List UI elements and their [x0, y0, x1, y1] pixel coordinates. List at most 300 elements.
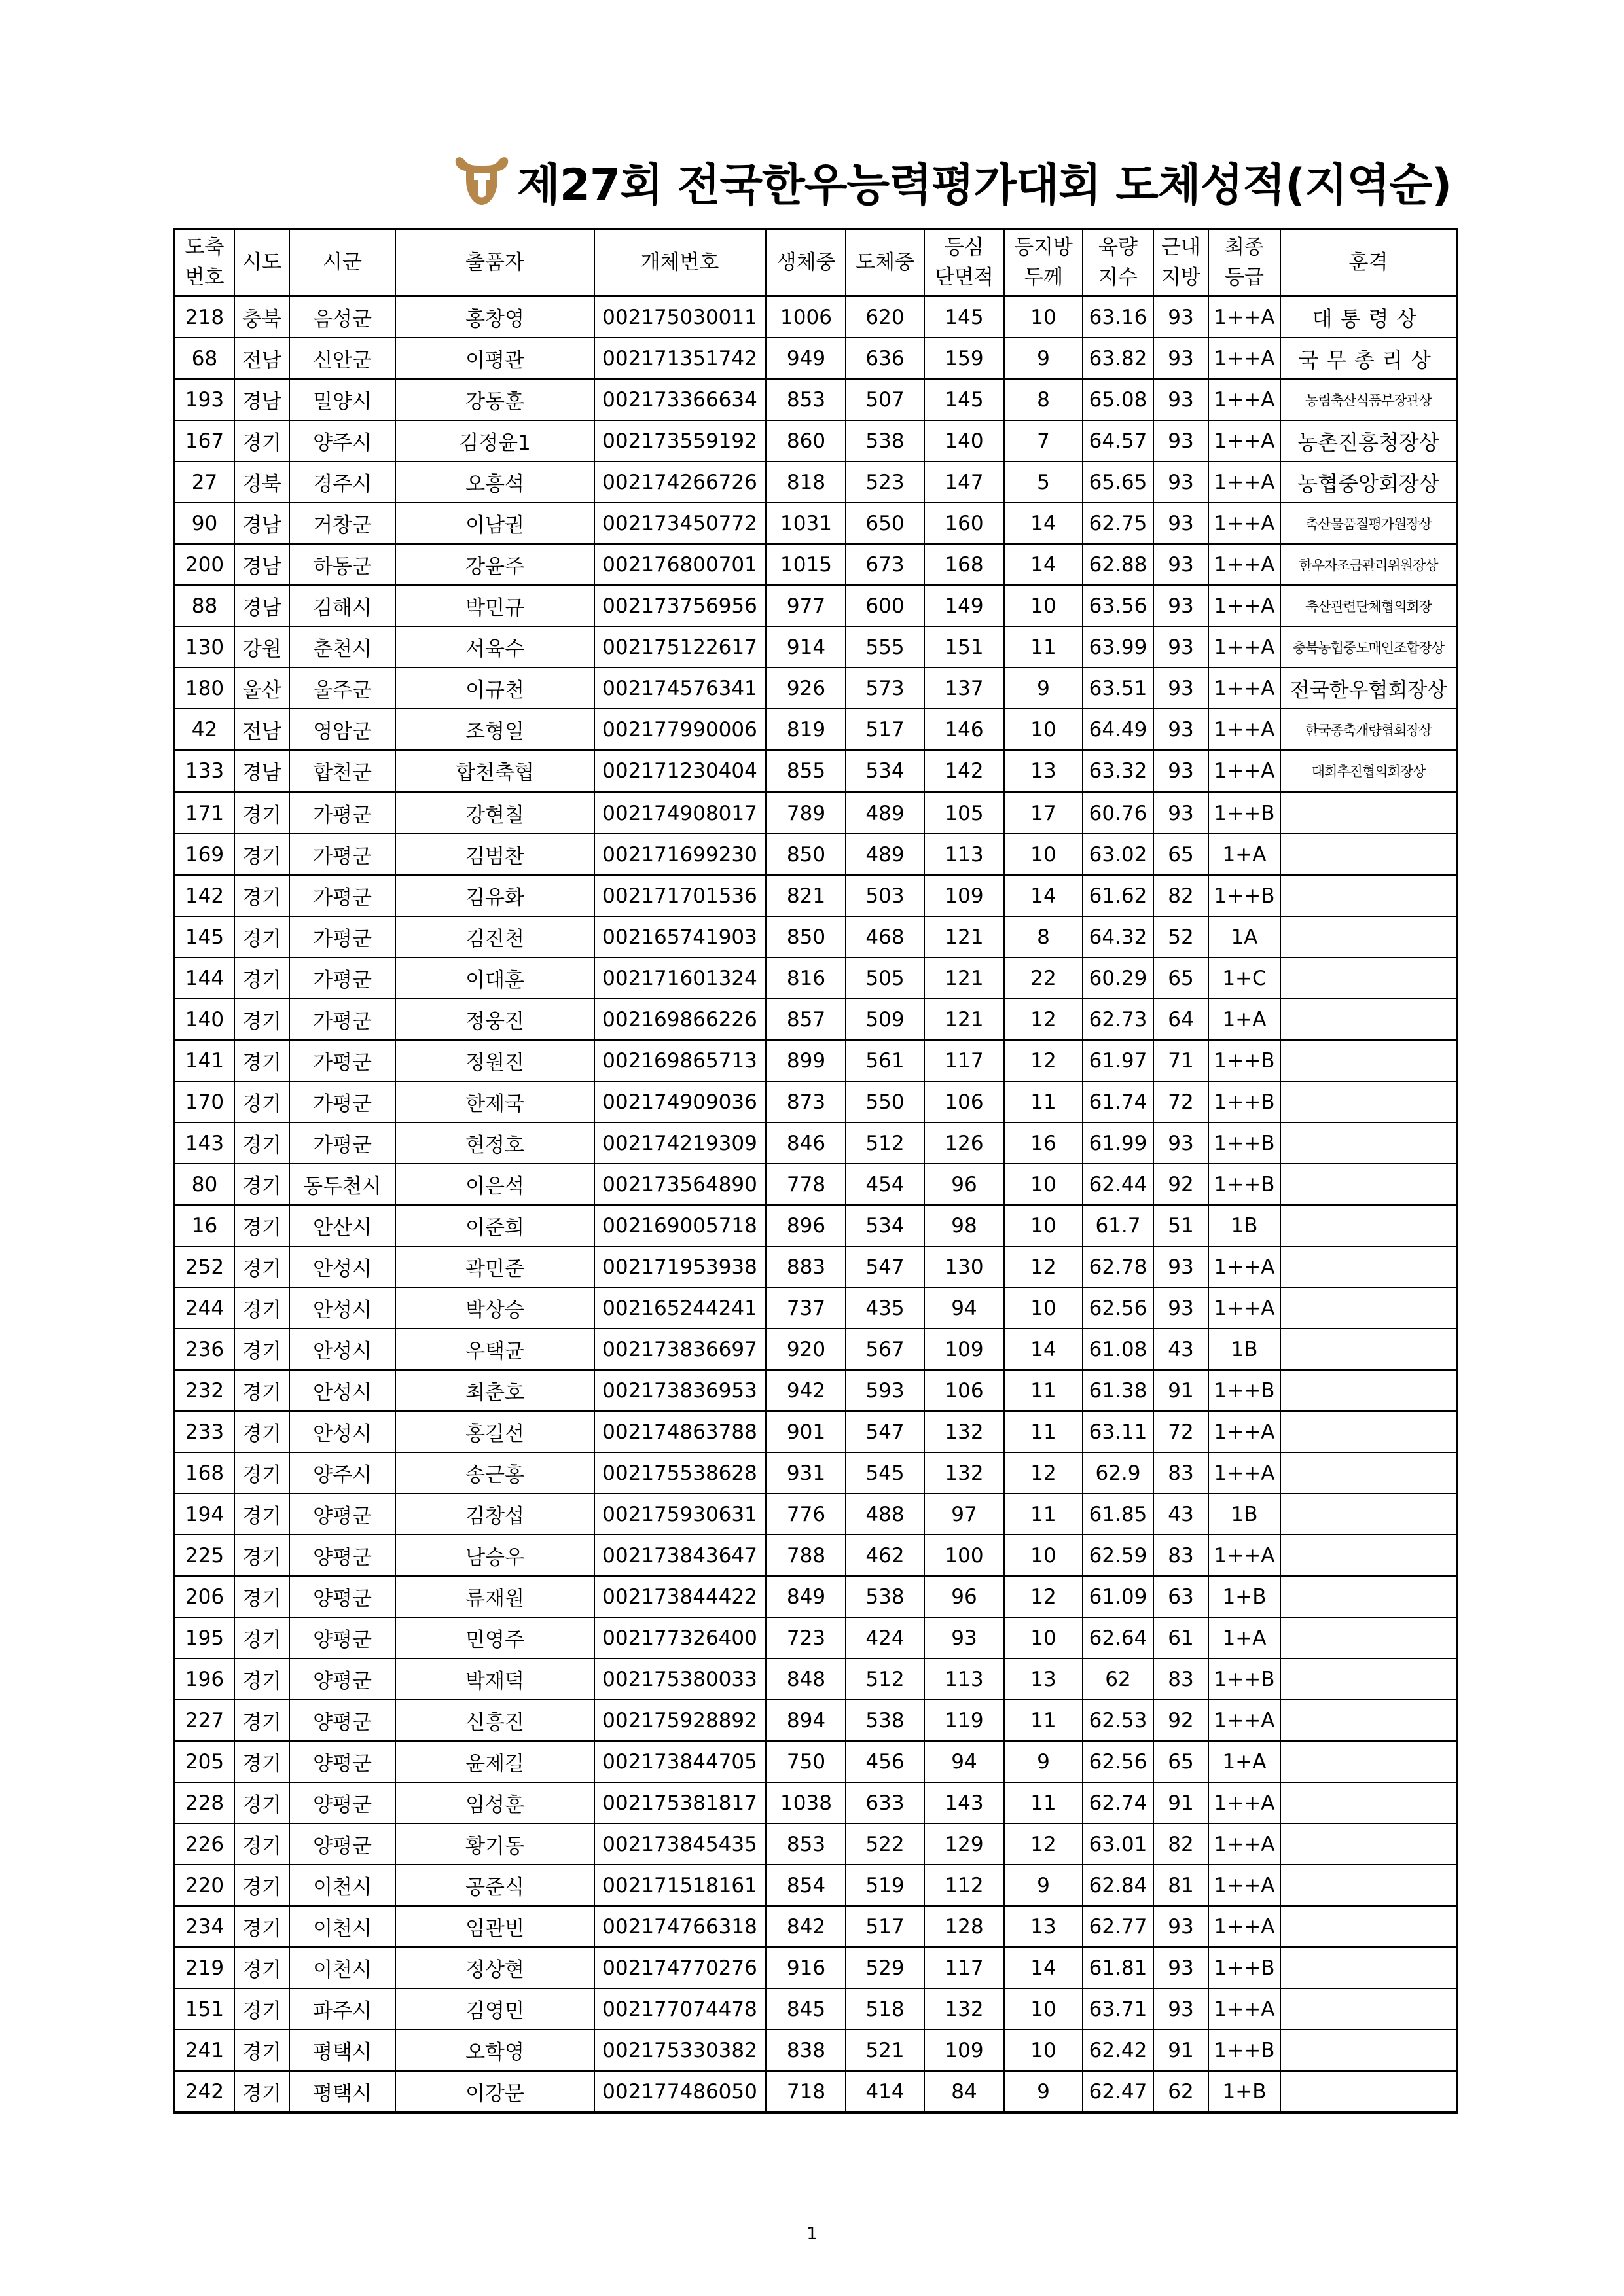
- cell-final-grade: 1++A: [1208, 420, 1280, 461]
- cell-province: 경기: [234, 1081, 289, 1122]
- cell-live-weight: 750: [766, 1741, 846, 1782]
- cell-yield-index: 62.88: [1083, 544, 1153, 585]
- table-row: [174, 2030, 1457, 2071]
- cell-final-grade: 1++A: [1208, 1700, 1280, 1741]
- cell-district: 이천시: [289, 1906, 395, 1947]
- cell-award: [1280, 958, 1457, 999]
- cell-award: [1280, 1081, 1457, 1122]
- cell-exhibitor: 이은석: [395, 1164, 594, 1205]
- cell-district: 음성군: [289, 296, 395, 338]
- cell-carcass-weight: 538: [846, 420, 924, 461]
- cell-province: 경남: [234, 503, 289, 544]
- cell-yield-index: 62.56: [1083, 1287, 1153, 1329]
- cell-live-weight: 846: [766, 1122, 846, 1164]
- cell-slaughter-no: 170: [174, 1081, 234, 1122]
- cell-marbling-score: 93: [1153, 1287, 1208, 1329]
- cell-province: 경기: [234, 1287, 289, 1329]
- cell-yield-index: 62.74: [1083, 1782, 1153, 1823]
- header-label-line: 훈격: [1348, 251, 1388, 274]
- cell-yield-index: 62: [1083, 1659, 1153, 1700]
- cell-exhibitor: 현정호: [395, 1122, 594, 1164]
- table-row: [174, 2071, 1457, 2113]
- cell-ribeye-area: 94: [924, 1287, 1004, 1329]
- cell-district: 김해시: [289, 585, 395, 626]
- cell-yield-index: 61.7: [1083, 1205, 1153, 1246]
- cell-ribeye-area: 100: [924, 1535, 1004, 1576]
- cell-ribeye-area: 129: [924, 1823, 1004, 1865]
- cell-live-weight: 1038: [766, 1782, 846, 1823]
- cell-animal-id: 002176800701: [594, 544, 766, 585]
- cell-district: 울주군: [289, 668, 395, 709]
- table-row: [174, 1906, 1457, 1947]
- cell-animal-id: 002173564890: [594, 1164, 766, 1205]
- table-row: [174, 296, 1457, 338]
- header-sido: [234, 229, 289, 296]
- cell-animal-id: 002171699230: [594, 834, 766, 875]
- cell-final-grade: 1+A: [1208, 1741, 1280, 1782]
- cell-marbling-score: 93: [1153, 585, 1208, 626]
- cell-district: 가평군: [289, 1081, 395, 1122]
- cell-exhibitor: 이남권: [395, 503, 594, 544]
- cell-backfat-thickness: 11: [1004, 1782, 1083, 1823]
- cell-marbling-score: 83: [1153, 1659, 1208, 1700]
- cell-slaughter-no: 227: [174, 1700, 234, 1741]
- cell-award: 충북농협중도매인조합장상: [1280, 626, 1457, 668]
- cell-final-grade: 1++B: [1208, 1040, 1280, 1081]
- cell-province: 경기: [234, 1494, 289, 1535]
- cell-final-grade: 1++A: [1208, 1535, 1280, 1576]
- cell-animal-id: 002171953938: [594, 1246, 766, 1287]
- cell-ribeye-area: 160: [924, 503, 1004, 544]
- cell-animal-id: 002177326400: [594, 1617, 766, 1659]
- cell-live-weight: 789: [766, 792, 846, 834]
- cell-yield-index: 63.01: [1083, 1823, 1153, 1865]
- cell-animal-id: 002173844705: [594, 1741, 766, 1782]
- cell-yield-index: 61.85: [1083, 1494, 1153, 1535]
- table-row: [174, 668, 1457, 709]
- cell-ribeye-area: 113: [924, 1659, 1004, 1700]
- cell-marbling-score: 51: [1153, 1205, 1208, 1246]
- header-no: [174, 229, 234, 296]
- cell-carcass-weight: 521: [846, 2030, 924, 2071]
- cell-yield-index: 64.57: [1083, 420, 1153, 461]
- cell-exhibitor: 공준식: [395, 1865, 594, 1906]
- cell-backfat-thickness: 14: [1004, 544, 1083, 585]
- cell-exhibitor: 이평관: [395, 338, 594, 379]
- cell-yield-index: 60.76: [1083, 792, 1153, 834]
- cell-marbling-score: 93: [1153, 709, 1208, 750]
- cell-live-weight: 942: [766, 1370, 846, 1411]
- cell-final-grade: 1++A: [1208, 296, 1280, 338]
- cell-backfat-thickness: 13: [1004, 750, 1083, 792]
- cell-marbling-score: 93: [1153, 338, 1208, 379]
- cell-animal-id: 002174766318: [594, 1906, 766, 1947]
- cell-slaughter-no: 180: [174, 668, 234, 709]
- cell-final-grade: 1++A: [1208, 1988, 1280, 2030]
- cell-ribeye-area: 121: [924, 999, 1004, 1040]
- cell-marbling-score: 91: [1153, 1370, 1208, 1411]
- cell-marbling-score: 43: [1153, 1494, 1208, 1535]
- cell-live-weight: 723: [766, 1617, 846, 1659]
- cell-exhibitor: 박민규: [395, 585, 594, 626]
- cell-animal-id: 002171701536: [594, 875, 766, 916]
- cell-animal-id: 002175930631: [594, 1494, 766, 1535]
- header-label-line: 도체중: [856, 251, 914, 274]
- cell-marbling-score: 91: [1153, 1782, 1208, 1823]
- cell-yield-index: 65.08: [1083, 379, 1153, 420]
- cell-animal-id: 002171230404: [594, 750, 766, 792]
- cell-carcass-weight: 507: [846, 379, 924, 420]
- table-row: [174, 1040, 1457, 1081]
- cell-ribeye-area: 96: [924, 1576, 1004, 1617]
- cell-final-grade: 1++A: [1208, 1452, 1280, 1494]
- cell-live-weight: 778: [766, 1164, 846, 1205]
- cell-ribeye-area: 145: [924, 379, 1004, 420]
- cell-district: 가평군: [289, 792, 395, 834]
- cell-slaughter-no: 144: [174, 958, 234, 999]
- cell-ribeye-area: 147: [924, 461, 1004, 503]
- cell-backfat-thickness: 10: [1004, 1164, 1083, 1205]
- cell-backfat-thickness: 12: [1004, 1576, 1083, 1617]
- cell-marbling-score: 93: [1153, 1906, 1208, 1947]
- cell-carcass-weight: 633: [846, 1782, 924, 1823]
- cell-exhibitor: 김범찬: [395, 834, 594, 875]
- cell-marbling-score: 93: [1153, 503, 1208, 544]
- cell-carcass-weight: 424: [846, 1617, 924, 1659]
- cell-ribeye-area: 106: [924, 1370, 1004, 1411]
- cell-yield-index: 62.64: [1083, 1617, 1153, 1659]
- cell-award: [1280, 875, 1457, 916]
- cell-province: 경기: [234, 1164, 289, 1205]
- cell-backfat-thickness: 12: [1004, 1246, 1083, 1287]
- cell-award: [1280, 1617, 1457, 1659]
- cell-province: 경기: [234, 916, 289, 958]
- cell-exhibitor: 이대훈: [395, 958, 594, 999]
- cell-district: 가평군: [289, 1040, 395, 1081]
- cell-final-grade: 1B: [1208, 1205, 1280, 1246]
- cell-animal-id: 002173559192: [594, 420, 766, 461]
- cell-marbling-score: 93: [1153, 1947, 1208, 1988]
- cell-final-grade: 1+A: [1208, 834, 1280, 875]
- cell-province: 경기: [234, 2030, 289, 2071]
- cell-district: 동두천시: [289, 1164, 395, 1205]
- cell-live-weight: 821: [766, 875, 846, 916]
- table-row: [174, 1659, 1457, 1700]
- cell-yield-index: 61.62: [1083, 875, 1153, 916]
- cell-district: 안성시: [289, 1287, 395, 1329]
- cell-yield-index: 63.16: [1083, 296, 1153, 338]
- cell-exhibitor: 이준희: [395, 1205, 594, 1246]
- header-award: [1280, 229, 1457, 296]
- cell-carcass-weight: 547: [846, 1246, 924, 1287]
- cell-final-grade: 1++B: [1208, 1122, 1280, 1164]
- cell-exhibitor: 정원진: [395, 1040, 594, 1081]
- table-row: [174, 1370, 1457, 1411]
- table-row: [174, 1246, 1457, 1287]
- table-row: [174, 1452, 1457, 1494]
- header-label-line: 두께: [1024, 266, 1063, 289]
- cell-province: 경기: [234, 1040, 289, 1081]
- header-sigun: [289, 229, 395, 296]
- cell-yield-index: 61.81: [1083, 1947, 1153, 1988]
- cell-live-weight: 896: [766, 1205, 846, 1246]
- cell-district: 경주시: [289, 461, 395, 503]
- cell-final-grade: 1++B: [1208, 1081, 1280, 1122]
- cell-ribeye-area: 128: [924, 1906, 1004, 1947]
- cell-animal-id: 002171601324: [594, 958, 766, 999]
- cell-carcass-weight: 517: [846, 1906, 924, 1947]
- cell-province: 경북: [234, 461, 289, 503]
- cell-backfat-thickness: 10: [1004, 834, 1083, 875]
- cell-animal-id: 002177074478: [594, 1988, 766, 2030]
- cell-province: 경기: [234, 1535, 289, 1576]
- cell-backfat-thickness: 8: [1004, 379, 1083, 420]
- cell-carcass-weight: 620: [846, 296, 924, 338]
- cell-carcass-weight: 468: [846, 916, 924, 958]
- cell-carcass-weight: 489: [846, 792, 924, 834]
- title-block: [452, 152, 1451, 211]
- cell-district: 양평군: [289, 1659, 395, 1700]
- cell-carcass-weight: 545: [846, 1452, 924, 1494]
- header-label-line: 등심: [945, 236, 984, 259]
- cell-ribeye-area: 117: [924, 1947, 1004, 1988]
- cell-live-weight: 855: [766, 750, 846, 792]
- cell-marbling-score: 92: [1153, 1700, 1208, 1741]
- cell-final-grade: 1+A: [1208, 1617, 1280, 1659]
- cell-animal-id: 002174576341: [594, 668, 766, 709]
- cell-slaughter-no: 140: [174, 999, 234, 1040]
- cell-final-grade: 1B: [1208, 1329, 1280, 1370]
- cell-province: 경기: [234, 999, 289, 1040]
- cell-marbling-score: 65: [1153, 834, 1208, 875]
- cell-marbling-score: 93: [1153, 750, 1208, 792]
- cell-exhibitor: 민영주: [395, 1617, 594, 1659]
- cell-ribeye-area: 159: [924, 338, 1004, 379]
- cell-province: 경기: [234, 1700, 289, 1741]
- cell-carcass-weight: 462: [846, 1535, 924, 1576]
- cell-slaughter-no: 68: [174, 338, 234, 379]
- cell-slaughter-no: 244: [174, 1287, 234, 1329]
- cell-backfat-thickness: 10: [1004, 296, 1083, 338]
- cell-backfat-thickness: 11: [1004, 1370, 1083, 1411]
- page-number: 1: [806, 2224, 818, 2244]
- cell-animal-id: 002175381817: [594, 1782, 766, 1823]
- cell-carcass-weight: 673: [846, 544, 924, 585]
- cell-live-weight: 845: [766, 1988, 846, 2030]
- header-label-line: 지수: [1098, 266, 1138, 289]
- header-label-line: 지방: [1161, 266, 1200, 289]
- cell-slaughter-no: 130: [174, 626, 234, 668]
- cell-yield-index: 62.53: [1083, 1700, 1153, 1741]
- cell-marbling-score: 71: [1153, 1040, 1208, 1081]
- cell-final-grade: 1++A: [1208, 1411, 1280, 1452]
- cell-exhibitor: 윤제길: [395, 1741, 594, 1782]
- cell-slaughter-no: 27: [174, 461, 234, 503]
- cell-backfat-thickness: 11: [1004, 1411, 1083, 1452]
- cell-slaughter-no: 225: [174, 1535, 234, 1576]
- cell-award: [1280, 1576, 1457, 1617]
- cell-live-weight: 818: [766, 461, 846, 503]
- cell-animal-id: 002173836697: [594, 1329, 766, 1370]
- cell-award: 전국한우협회장상: [1280, 668, 1457, 709]
- cell-marbling-score: 91: [1153, 2030, 1208, 2071]
- cell-award: [1280, 1823, 1457, 1865]
- cell-live-weight: 819: [766, 709, 846, 750]
- cell-district: 파주시: [289, 1988, 395, 2030]
- cell-live-weight: 853: [766, 1823, 846, 1865]
- cell-final-grade: 1++B: [1208, 1164, 1280, 1205]
- cell-animal-id: 002169865713: [594, 1040, 766, 1081]
- cell-animal-id: 002173843647: [594, 1535, 766, 1576]
- header-label-line: 번호: [185, 266, 225, 289]
- cell-backfat-thickness: 14: [1004, 503, 1083, 544]
- header-label-line: 최종: [1225, 236, 1264, 259]
- cell-carcass-weight: 567: [846, 1329, 924, 1370]
- cell-ribeye-area: 119: [924, 1700, 1004, 1741]
- cell-slaughter-no: 167: [174, 420, 234, 461]
- cell-ribeye-area: 132: [924, 1988, 1004, 2030]
- cell-award: 축산관련단체협의회장: [1280, 585, 1457, 626]
- cell-slaughter-no: 228: [174, 1782, 234, 1823]
- header-label-line: 개체번호: [640, 251, 719, 274]
- cell-slaughter-no: 220: [174, 1865, 234, 1906]
- cell-carcass-weight: 456: [846, 1741, 924, 1782]
- cell-exhibitor: 김영민: [395, 1988, 594, 2030]
- cell-live-weight: 1015: [766, 544, 846, 585]
- cell-animal-id: 002174266726: [594, 461, 766, 503]
- cell-carcass-weight: 593: [846, 1370, 924, 1411]
- header-label-line: 근내: [1161, 236, 1200, 259]
- cell-award: 한우자조금관리위원장상: [1280, 544, 1457, 585]
- cell-exhibitor: 신흥진: [395, 1700, 594, 1741]
- cell-final-grade: 1++B: [1208, 875, 1280, 916]
- cell-animal-id: 002173836953: [594, 1370, 766, 1411]
- cell-slaughter-no: 242: [174, 2071, 234, 2113]
- cell-marbling-score: 72: [1153, 1411, 1208, 1452]
- header-label-line: 등급: [1225, 266, 1264, 289]
- cell-carcass-weight: 512: [846, 1122, 924, 1164]
- cell-slaughter-no: 143: [174, 1122, 234, 1164]
- cell-marbling-score: 82: [1153, 1823, 1208, 1865]
- table-row: [174, 1164, 1457, 1205]
- table-row: [174, 1494, 1457, 1535]
- cell-live-weight: 854: [766, 1865, 846, 1906]
- cell-backfat-thickness: 14: [1004, 1329, 1083, 1370]
- cell-backfat-thickness: 10: [1004, 2030, 1083, 2071]
- cell-backfat-thickness: 14: [1004, 1947, 1083, 1988]
- cell-marbling-score: 93: [1153, 420, 1208, 461]
- cell-yield-index: 62.47: [1083, 2071, 1153, 2113]
- cell-ribeye-area: 112: [924, 1865, 1004, 1906]
- cell-slaughter-no: 194: [174, 1494, 234, 1535]
- header-label-line: 출품자: [465, 251, 524, 274]
- cell-province: 울산: [234, 668, 289, 709]
- cell-exhibitor: 최춘호: [395, 1370, 594, 1411]
- cell-district: 양평군: [289, 1617, 395, 1659]
- cell-exhibitor: 홍길선: [395, 1411, 594, 1452]
- cell-award: [1280, 1782, 1457, 1823]
- cell-slaughter-no: 206: [174, 1576, 234, 1617]
- cell-district: 합천군: [289, 750, 395, 792]
- cell-backfat-thickness: 9: [1004, 1865, 1083, 1906]
- cell-slaughter-no: 42: [174, 709, 234, 750]
- header-label-line: 등지방: [1014, 236, 1073, 259]
- cell-province: 경기: [234, 792, 289, 834]
- cell-award: 농촌진흥청장상: [1280, 420, 1457, 461]
- cell-yield-index: 63.71: [1083, 1988, 1153, 2030]
- cell-ribeye-area: 143: [924, 1782, 1004, 1823]
- cell-province: 경기: [234, 875, 289, 916]
- cell-backfat-thickness: 10: [1004, 1287, 1083, 1329]
- cell-animal-id: 002165244241: [594, 1287, 766, 1329]
- cell-backfat-thickness: 9: [1004, 338, 1083, 379]
- carcass-results-table: [173, 228, 1458, 2114]
- cell-award: 한국종축개량협회장상: [1280, 709, 1457, 750]
- cell-final-grade: 1++A: [1208, 338, 1280, 379]
- cell-province: 경기: [234, 1865, 289, 1906]
- cell-backfat-thickness: 16: [1004, 1122, 1083, 1164]
- cell-slaughter-no: 233: [174, 1411, 234, 1452]
- cell-live-weight: 914: [766, 626, 846, 668]
- table-row: [174, 1741, 1457, 1782]
- cell-carcass-weight: 534: [846, 750, 924, 792]
- cell-carcass-weight: 505: [846, 958, 924, 999]
- cell-ribeye-area: 98: [924, 1205, 1004, 1246]
- table-row: [174, 1782, 1457, 1823]
- table-row: [174, 585, 1457, 626]
- cell-yield-index: 62.73: [1083, 999, 1153, 1040]
- table-row: [174, 1411, 1457, 1452]
- cell-carcass-weight: 503: [846, 875, 924, 916]
- cell-district: 양평군: [289, 1782, 395, 1823]
- table-row: [174, 338, 1457, 379]
- cell-yield-index: 62.84: [1083, 1865, 1153, 1906]
- cell-ribeye-area: 140: [924, 420, 1004, 461]
- cell-award: [1280, 1700, 1457, 1741]
- cell-marbling-score: 62: [1153, 2071, 1208, 2113]
- table-row: [174, 461, 1457, 503]
- cell-carcass-weight: 538: [846, 1576, 924, 1617]
- header-label-line: 시군: [323, 251, 362, 274]
- cell-province: 충북: [234, 296, 289, 338]
- cell-slaughter-no: 171: [174, 792, 234, 834]
- cell-backfat-thickness: 10: [1004, 1205, 1083, 1246]
- cell-carcass-weight: 522: [846, 1823, 924, 1865]
- cell-slaughter-no: 80: [174, 1164, 234, 1205]
- cell-slaughter-no: 252: [174, 1246, 234, 1287]
- cell-province: 경기: [234, 1823, 289, 1865]
- cell-slaughter-no: 232: [174, 1370, 234, 1411]
- cell-carcass-weight: 518: [846, 1988, 924, 2030]
- cell-district: 평택시: [289, 2030, 395, 2071]
- cell-province: 경기: [234, 834, 289, 875]
- table-body: [174, 296, 1457, 2113]
- table-header: [174, 229, 1457, 296]
- cell-ribeye-area: 168: [924, 544, 1004, 585]
- cell-district: 양평군: [289, 1576, 395, 1617]
- cell-ribeye-area: 121: [924, 958, 1004, 999]
- header-label-line: 생체중: [776, 251, 836, 274]
- cell-province: 경기: [234, 1988, 289, 2030]
- cell-exhibitor: 강현칠: [395, 792, 594, 834]
- cell-ribeye-area: 96: [924, 1164, 1004, 1205]
- cell-award: [1280, 916, 1457, 958]
- cell-animal-id: 002175330382: [594, 2030, 766, 2071]
- cell-backfat-thickness: 12: [1004, 1040, 1083, 1081]
- header-marbling: [1153, 229, 1208, 296]
- cell-animal-id: 002174909036: [594, 1081, 766, 1122]
- table-row: [174, 792, 1457, 834]
